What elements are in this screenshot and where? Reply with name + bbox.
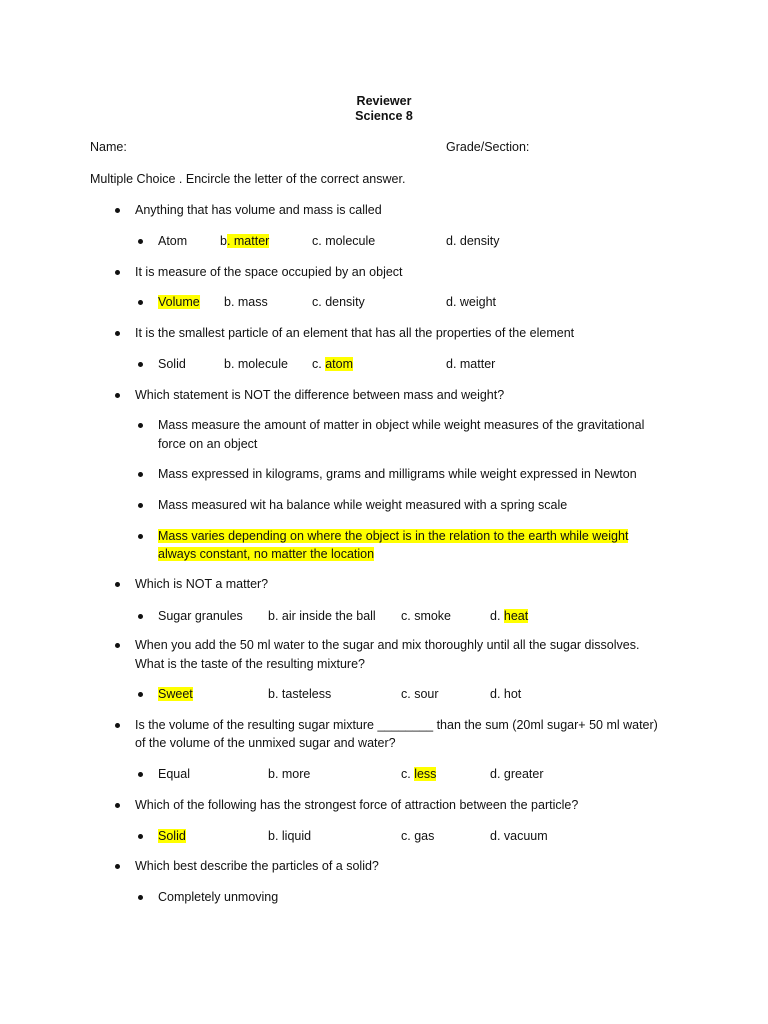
option-bullet <box>138 834 143 839</box>
question-bullet <box>115 803 120 808</box>
q4-option-4-answer-line2: always constant, no matter the location <box>158 547 375 561</box>
q7-option-c <box>401 765 436 783</box>
q6-option-b: b. tasteless <box>268 687 332 701</box>
q4-option-4-line2 <box>158 545 374 563</box>
q5-option-a: Sugar granules <box>158 609 243 623</box>
question-bullet <box>115 208 120 213</box>
q1-option-c: c. molecule <box>312 234 376 248</box>
q1-option-d: d. density <box>446 234 500 248</box>
option-bullet <box>138 239 143 244</box>
q8-option-d: d. vacuum <box>490 829 548 843</box>
q2-option-a <box>158 293 200 311</box>
option-bullet <box>138 362 143 367</box>
q5-option-d-prefix: d. <box>490 609 504 623</box>
q6-option-c: c. sour <box>401 687 439 701</box>
q3-option-c <box>312 355 353 373</box>
q8-option-c: c. gas <box>401 829 435 843</box>
q5-option-d-answer: heat <box>503 609 529 623</box>
q3-option-b: b. molecule <box>224 357 288 371</box>
option-bullet <box>138 692 143 697</box>
q3-option-c-answer: atom <box>325 357 353 371</box>
q1-option-b <box>220 232 269 250</box>
grade-section-label: Grade/Section: <box>446 140 530 154</box>
question-6-line2: What is the taste of the resulting mixture? <box>135 657 365 671</box>
question-3: It is the smallest particle of an element that has all the properties of the element <box>135 326 575 340</box>
question-6-line1: When you add the 50 ml water to the sugar and mix thoroughly until all the sugar dissolves. <box>135 638 640 652</box>
question-bullet <box>115 723 120 728</box>
q5-option-c: c. smoke <box>401 609 452 623</box>
q4-option-2: Mass expressed in kilograms, grams and milligrams while weight expressed in Newton <box>158 467 637 481</box>
q4-option-4-answer-line1: Mass varies depending on where the object is in the relation to the earth while weight <box>158 529 629 543</box>
name-label: Name: <box>90 140 127 154</box>
q2-option-c: c. density <box>312 295 365 309</box>
q3-option-c-prefix: c. <box>312 357 326 371</box>
q7-option-c-answer: less <box>414 767 437 781</box>
q2-option-b: b. mass <box>224 295 268 309</box>
option-bullet <box>138 772 143 777</box>
question-bullet <box>115 270 120 275</box>
q5-option-b: b. air inside the ball <box>268 609 376 623</box>
option-bullet <box>138 472 143 477</box>
q9-option-a: Completely unmoving <box>158 890 279 904</box>
question-bullet <box>115 331 120 336</box>
q8-option-b: b. liquid <box>268 829 312 843</box>
option-bullet <box>138 503 143 508</box>
q7-option-c-prefix: c. <box>401 767 415 781</box>
q1-option-a: Atom <box>158 234 188 248</box>
question-8: Which of the following has the strongest force of attraction between the particle? <box>135 798 579 812</box>
q2-option-a-answer: Volume <box>158 295 200 309</box>
document-title: Reviewer <box>356 94 412 108</box>
question-bullet <box>115 864 120 869</box>
q7-option-b: b. more <box>268 767 311 781</box>
option-bullet <box>138 300 143 305</box>
q1-option-b-prefix: b <box>220 234 227 248</box>
q5-option-d <box>490 607 528 625</box>
question-1: Anything that has volume and mass is called <box>135 203 382 217</box>
question-bullet <box>115 393 120 398</box>
q3-option-d: d. matter <box>446 357 496 371</box>
q3-option-a: Solid <box>158 357 186 371</box>
option-bullet <box>138 423 143 428</box>
question-bullet <box>115 643 120 648</box>
instructions: Multiple Choice . Encircle the letter of the correct answer. <box>90 172 406 186</box>
option-bullet <box>138 614 143 619</box>
option-bullet <box>138 895 143 900</box>
q8-option-a-answer: Solid <box>158 829 186 843</box>
document-subtitle: Science 8 <box>355 109 413 123</box>
q4-option-4-line1 <box>158 527 628 545</box>
q6-option-a-answer: Sweet <box>158 687 193 701</box>
q7-option-a: Equal <box>158 767 190 781</box>
q4-option-1-line2: force on an object <box>158 437 258 451</box>
question-7-line2: of the volume of the unmixed sugar and water? <box>135 736 396 750</box>
q2-option-d: d. weight <box>446 295 497 309</box>
q4-option-3: Mass measured wit ha balance while weight measured with a spring scale <box>158 498 568 512</box>
question-4: Which statement is NOT the difference between mass and weight? <box>135 388 505 402</box>
q8-option-a <box>158 827 186 845</box>
q6-option-d: d. hot <box>490 687 522 701</box>
question-9: Which best describe the particles of a solid? <box>135 859 379 873</box>
question-5: Which is NOT a matter? <box>135 577 269 591</box>
question-7-line1: Is the volume of the resulting sugar mixture ________ than the sum (20ml sugar+ 50 ml water) <box>135 718 658 732</box>
question-2: It is measure of the space occupied by an object <box>135 265 403 279</box>
q1-option-b-answer: . matter <box>226 234 270 248</box>
q4-option-1-line1: Mass measure the amount of matter in object while weight measures of the gravitational <box>158 418 645 432</box>
q6-option-a <box>158 685 193 703</box>
question-bullet <box>115 582 120 587</box>
q7-option-d: d. greater <box>490 767 544 781</box>
option-bullet <box>138 534 143 539</box>
